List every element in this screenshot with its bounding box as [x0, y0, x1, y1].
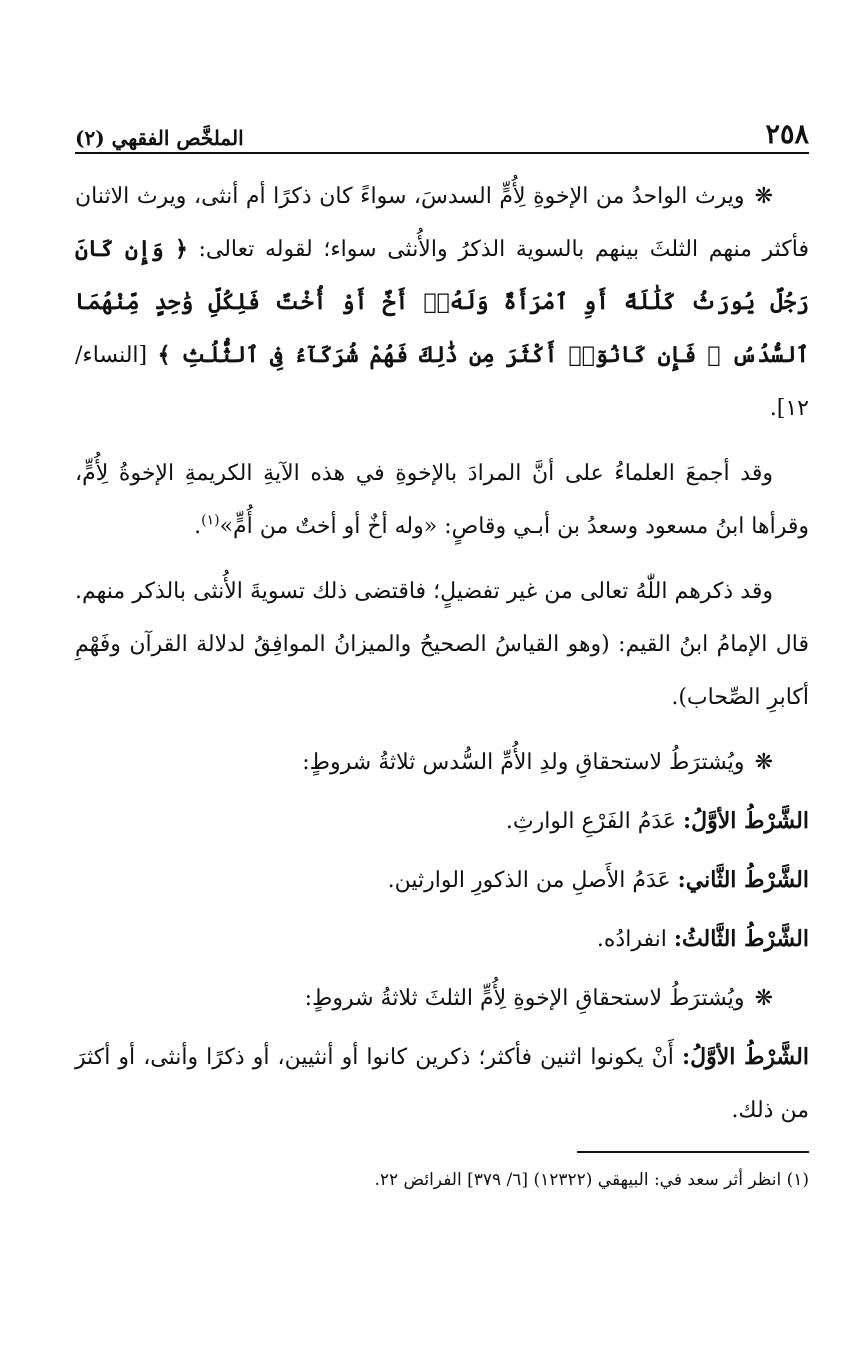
paragraph-sixth-conditions [75, 736, 809, 789]
paragraph-consensus [75, 447, 809, 553]
paragraph-siblings-share [75, 170, 809, 435]
paragraph-text: ويُشترَطُ لاستحقاقِ الإخوةِ لِأُمٍّ الثلثَ ثلاثةُ شروطٍ: [304, 986, 745, 1011]
star-icon: ❋ [754, 184, 773, 209]
paragraph-end: . [194, 514, 202, 539]
paragraph-third-conditions [75, 972, 809, 1025]
book-title: الملخَّص الفقهي (٢) [75, 126, 244, 150]
condition-label: الشَّرْطُ الثَّالثُ: [673, 926, 809, 952]
page [75, 108, 809, 1197]
quran-verse: ﴿ وَإِن كَانَ رَجُلٌ يُورَثُ كَلَٰلَةً أَوِ ٱمْرَأَةٌ وَلَهُۥٓ أَخٌ أَوْ أُخْتٌ فَلِكُلِّ وَٰحِدٍ مِّنْهُمَا ٱلسُّدُسُ ۚ فَإِن كَانُوٓا۟ أَكْثَرَ مِن ذَٰلِكَ فَهُمْ شُرَكَآءُ فِى ٱلثُّلُثِ ﴾ [75, 236, 810, 368]
condition-label: الشَّرْطُ الثَّاني: [677, 867, 809, 893]
footnote: (١) انظر أثر سعد في: البيهقي (١٢٣٢٢) [٦/ ٣٧٩] الفرائض ٢٢. [374, 1170, 809, 1190]
footnote-divider [577, 1151, 809, 1153]
condition-2 [75, 854, 809, 907]
condition-text: عَدَمُ الفَرْعِ الوارثِ. [505, 809, 677, 834]
paragraph-text: وقد ذكرهم اللّٰهُ تعالى من غير تفضيلٍ؛ فاقتضى ذلك تسويةَ الأُنثى بالذكر منهم. قال الإمامُ ابنُ القيم: (وهو القياسُ الصحيحُ والميزانُ الموافِقُ لدلالة القرآن وفَهْمِ أكابرِ الصِّحاب). [75, 579, 809, 710]
condition-1 [75, 795, 809, 848]
page-number: ٢٥٨ [765, 119, 809, 150]
page-header [75, 108, 809, 154]
footnote-marker[interactable]: (١) [201, 512, 220, 529]
paragraph-text: ويُشترَطُ لاستحقاقِ ولدِ الأُمِّ السُّدس ثلاثةُ شروطٍ: [302, 750, 745, 775]
condition-text: انفرادُه. [596, 927, 667, 952]
paragraph-text: ويرث الواحدُ من الإخوةِ لِأُمٍّ السدسَ، سواءً كان ذكرًا أم أنثى، ويرث الاثنان فأكثر منهم الثلثَ بينهم بالسوية الذكرُ والأُنثى سواء؛ لقوله تعالى: [75, 184, 809, 262]
paragraph-equality [75, 565, 809, 724]
star-icon: ❋ [754, 750, 773, 775]
condition-text: أَنْ يكونوا اثنين فأكثر؛ ذكرين كانوا أو أنثيين، أو ذكرًا وأنثى، أو أكثرَ من ذلك. [75, 1045, 809, 1123]
condition-label: الشَّرْطُ الأوَّلُ: [683, 808, 809, 834]
verse-reference: [النساء/ ١٢]. [75, 343, 809, 421]
condition-first-of-third [75, 1031, 809, 1137]
body-text [75, 170, 809, 1137]
star-icon: ❋ [754, 986, 773, 1011]
paragraph-text: وقد أجمعَ العلماءُ على أنَّ المرادَ بالإخوةِ في هذه الآيةِ الكريمةِ الإخوةُ لِأُمٍّ، وقرأها ابنُ مسعود وسعدُ بن أبـي وقاصٍ: «وله أخٌ أو أختٌ من أُمٍّ» [75, 461, 809, 539]
condition-label: الشَّرْطُ الأوَّلُ: [681, 1044, 809, 1070]
condition-text: عَدَمُ الأَصلِ من الذكورِ الوارثين. [387, 868, 671, 893]
condition-3 [75, 913, 809, 966]
